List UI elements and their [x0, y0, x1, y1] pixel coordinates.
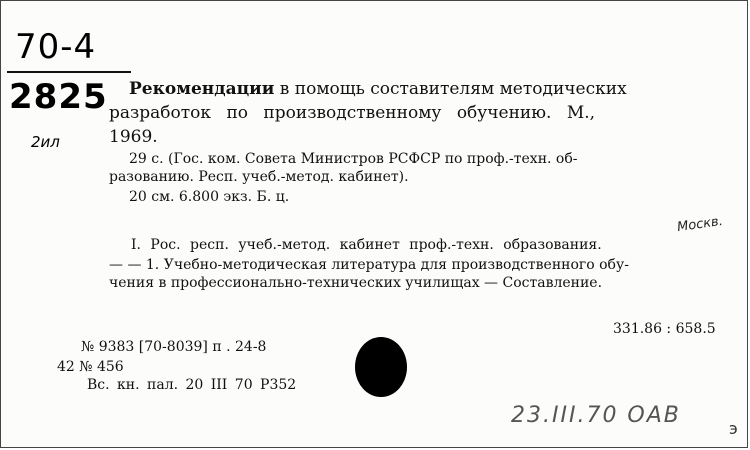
corner-mark: э	[729, 419, 738, 438]
call-number-top: 70-4	[15, 27, 97, 67]
entry-title-line	[129, 79, 627, 99]
record-sub-number: 42 № 456	[57, 359, 124, 375]
entry-size-print: 20 см. 6.800 экз. Б. ц.	[129, 189, 290, 205]
subject-line-3: чения в профессионально-технических училищах — Составление.	[109, 275, 603, 291]
handwritten-initials: 2ил	[31, 133, 60, 151]
handwritten-margin-note: Москв.	[676, 213, 724, 236]
subject-line-1: I. Рос. респ. учеб.-метод. кабинет проф.-техн. образования.	[131, 237, 602, 253]
entry-publisher: разованию. Респ. учеб.-метод. кабинет).	[109, 169, 409, 185]
entry-title-rest: в помощь составителям методических	[274, 79, 627, 99]
chamber-record: Вс. кн. пал. 20 III 70 Р352	[87, 377, 297, 393]
punch-hole	[355, 337, 407, 397]
stamp-date: 23.III.70 ОАВ	[511, 403, 681, 428]
entry-line-2: разработок по производственному обучению. М.,	[109, 103, 596, 123]
record-number: № 9383 [70-8039] п . 24-8	[81, 339, 267, 355]
subject-line-2: — — 1. Учебно-методическая литература для производственного обу-	[109, 257, 629, 273]
entry-title-bold: Рекомендации	[129, 79, 275, 99]
entry-year: 1969.	[109, 127, 158, 147]
call-number-divider	[7, 71, 131, 73]
entry-pagination: 29 с. (Гос. ком. Совета Министров РСФСР по проф.-техн. об-	[129, 151, 578, 167]
call-number-bottom: 2825	[9, 77, 108, 117]
classification-code: 331.86 : 658.5	[613, 321, 716, 337]
